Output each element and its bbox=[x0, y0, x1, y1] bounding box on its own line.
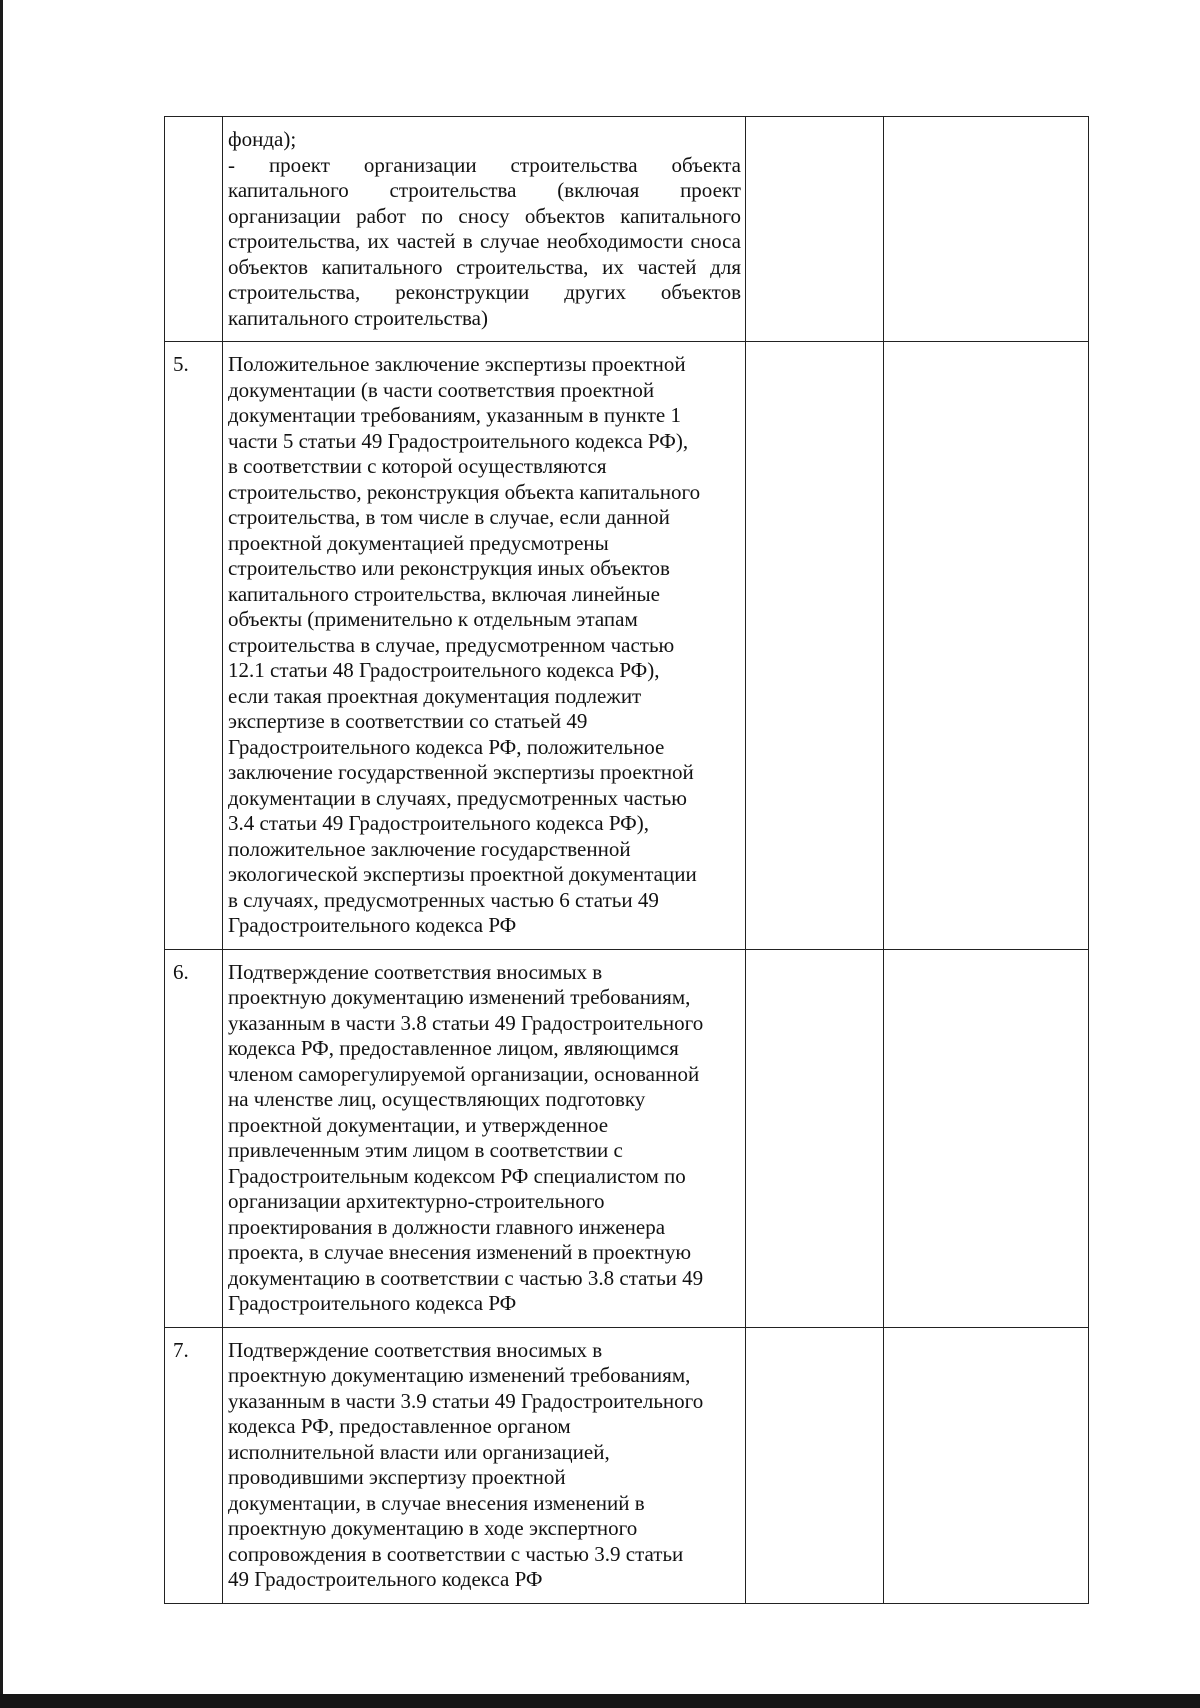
text-line: экологической экспертизы проектной документации bbox=[228, 862, 697, 886]
row-number: 5. bbox=[165, 342, 223, 950]
row-description bbox=[223, 1327, 746, 1603]
empty-cell bbox=[884, 117, 1089, 342]
empty-cell bbox=[884, 342, 1089, 950]
row-number: 6. bbox=[165, 949, 223, 1327]
text-line: указанным в части 3.9 статьи 49 Градостроительного bbox=[228, 1388, 704, 1413]
text-line: документацию в соответствии с частью 3.8 статьи 49 bbox=[228, 1265, 704, 1290]
text-line: проектирования в должности главного инженера bbox=[228, 1214, 666, 1239]
text-line: указанным в части 3.8 статьи 49 Градостроительного bbox=[228, 1010, 704, 1035]
text-line: проектную документацию изменений требованиям, bbox=[228, 985, 691, 1009]
scan-edge-bottom bbox=[0, 1694, 1200, 1708]
text-line: объекты (применительно к отдельным этапам bbox=[228, 607, 638, 631]
row-number bbox=[165, 117, 223, 342]
text-line: фонда); bbox=[228, 127, 297, 151]
text-line: исполнительной власти или организацией, bbox=[228, 1439, 610, 1464]
text-line: Подтверждение соответствия вносимых в bbox=[228, 959, 603, 984]
text-line: 49 Градостроительного кодекса РФ bbox=[228, 1567, 543, 1591]
empty-cell bbox=[746, 342, 884, 950]
text-line: - проект организации строительства объекта капитального строительства (включая проект организации работ по сносу объектов капитального строительства, их частей в случае необходимости сноса объектов капитального строительства, их частей для строительства, реконструкции других объектов капитального строительства) bbox=[228, 152, 741, 330]
text-line: документации, в случае внесения изменений в bbox=[228, 1490, 645, 1515]
text-line: Градостроительным кодексом РФ специалистом по bbox=[228, 1163, 686, 1188]
text-line: строительства в случае, предусмотренном частью bbox=[228, 632, 675, 657]
table-row bbox=[165, 117, 1089, 342]
scan-edge-left bbox=[0, 0, 3, 1708]
table-row bbox=[165, 949, 1089, 1327]
table-row bbox=[165, 342, 1089, 950]
row-description bbox=[223, 949, 746, 1327]
text-line: в случаях, предусмотренных частью 6 статьи 49 bbox=[228, 887, 659, 912]
text-line: части 5 статьи 49 Градостроительного кодекса РФ), bbox=[228, 428, 689, 453]
text-line: если такая проектная документация подлежит bbox=[228, 683, 642, 708]
text-line: организации архитектурно-строительного bbox=[228, 1189, 605, 1213]
text-line: документации требованиям, указанным в пункте 1 bbox=[228, 403, 681, 427]
text-line: 3.4 статьи 49 Градостроительного кодекса РФ), bbox=[228, 811, 650, 835]
empty-cell bbox=[746, 1327, 884, 1603]
text-line: привлеченным этим лицом в соответствии с bbox=[228, 1138, 623, 1162]
row-description bbox=[223, 342, 746, 950]
text-line: проектной документацией предусмотрены bbox=[228, 530, 609, 555]
text-line: документации (в части соответствия проектной bbox=[228, 377, 655, 402]
text-line: Градостроительного кодекса РФ bbox=[228, 1291, 517, 1315]
text-line: проектную документацию в ходе экспертного bbox=[228, 1516, 638, 1540]
text-line: проводившими экспертизу проектной bbox=[228, 1465, 566, 1489]
text-line: членом саморегулируемой организации, основанной bbox=[228, 1061, 700, 1086]
text-line: проекта, в случае внесения изменений в проектную bbox=[228, 1240, 692, 1264]
table-body bbox=[165, 117, 1089, 1604]
empty-cell bbox=[884, 1327, 1089, 1603]
text-line: строительство или реконструкция иных объектов bbox=[228, 556, 670, 580]
text-line: кодекса РФ, предоставленное лицом, являющимся bbox=[228, 1036, 679, 1060]
text-line: Положительное заключение экспертизы проектной bbox=[228, 352, 686, 376]
text-line: на членстве лиц, осуществляющих подготовку bbox=[228, 1087, 646, 1111]
text-line: строительство, реконструкция объекта капитального bbox=[228, 479, 701, 504]
table-row bbox=[165, 1327, 1089, 1603]
text-line: Градостроительного кодекса РФ, положительное bbox=[228, 734, 665, 759]
document-table bbox=[164, 116, 1089, 1604]
text-line: проектную документацию изменений требованиям, bbox=[228, 1363, 691, 1387]
text-line: 12.1 статьи 48 Градостроительного кодекса РФ), bbox=[228, 658, 660, 682]
text-line: Подтверждение соответствия вносимых в bbox=[228, 1337, 603, 1362]
text-line: кодекса РФ, предоставленное органом bbox=[228, 1414, 571, 1438]
text-line: экспертизе в соответствии со статьей 49 bbox=[228, 709, 588, 733]
text-line: проектной документации, и утвержденное bbox=[228, 1112, 609, 1137]
row-number: 7. bbox=[165, 1327, 223, 1603]
text-line: строительства, в том числе в случае, если данной bbox=[228, 505, 670, 529]
text-line: Градостроительного кодекса РФ bbox=[228, 913, 517, 937]
text-line: сопровождения в соответствии с частью 3.9 статьи bbox=[228, 1541, 684, 1566]
text-line: заключение государственной экспертизы проектной bbox=[228, 760, 694, 784]
empty-cell bbox=[884, 949, 1089, 1327]
text-line: в соответствии с которой осуществляются bbox=[228, 454, 607, 478]
text-line: положительное заключение государственной bbox=[228, 836, 631, 861]
empty-cell bbox=[746, 117, 884, 342]
empty-cell bbox=[746, 949, 884, 1327]
text-line: документации в случаях, предусмотренных частью bbox=[228, 785, 687, 810]
row-description bbox=[223, 117, 746, 342]
text-line: капитального строительства, включая линейные bbox=[228, 581, 660, 606]
